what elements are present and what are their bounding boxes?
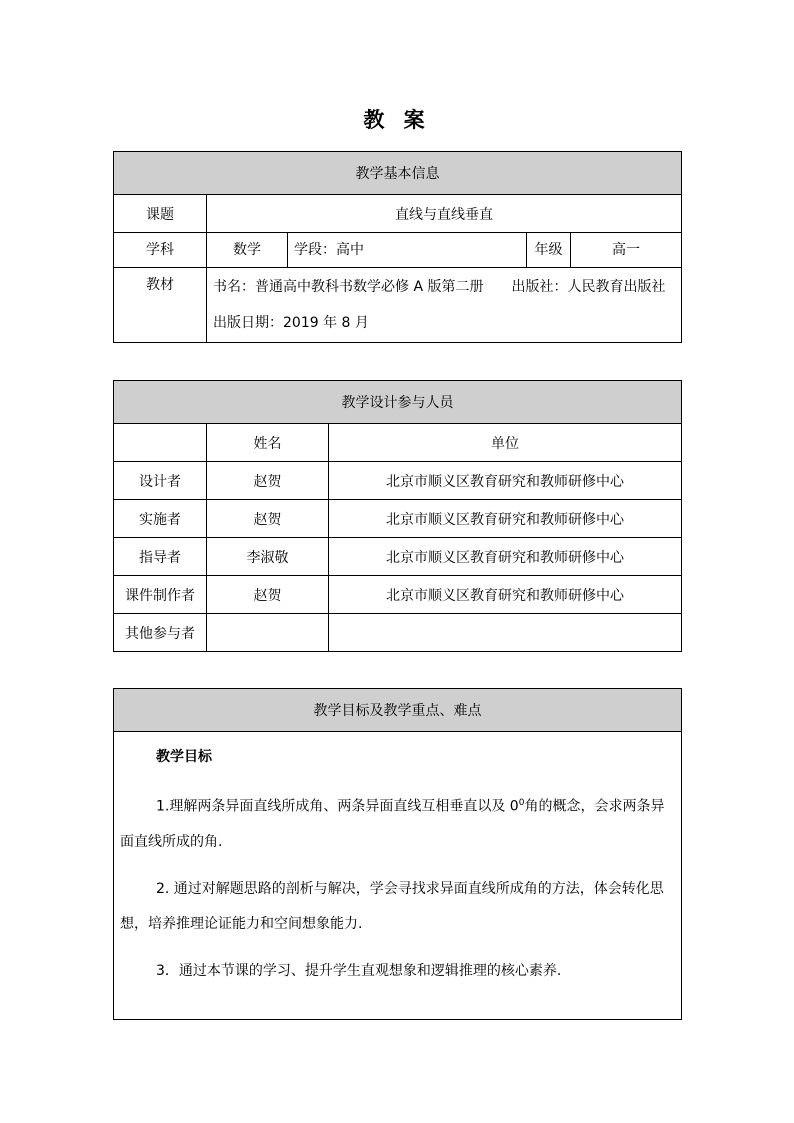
table-row	[114, 538, 682, 576]
name-cell: 赵贺	[207, 462, 329, 500]
name-cell: 李淑敬	[207, 538, 329, 576]
role-cell: 设计者	[114, 462, 207, 500]
unit-cell: 北京市顺义区教育研究和教师研修中心	[329, 576, 682, 614]
staff-corner-cell	[114, 424, 207, 462]
goal-1-text-b: 角的概念，会求两条异面直线所成的角.	[120, 798, 665, 850]
role-cell: 指导者	[114, 538, 207, 576]
document-title: 教 案	[363, 108, 431, 132]
table-row	[114, 576, 682, 614]
name-cell	[207, 614, 329, 652]
role-cell: 其他参与者	[114, 614, 207, 652]
goals-title: 教学目标	[156, 749, 212, 765]
publisher: 出版社：人民教育出版社	[511, 279, 666, 295]
role-cell: 实施者	[114, 500, 207, 538]
unit-cell: 北京市顺义区教育研究和教师研修中心	[329, 500, 682, 538]
staff-table	[113, 380, 682, 652]
goals-table	[113, 688, 682, 1020]
role-cell: 课件制作者	[114, 576, 207, 614]
grade-label: 年级	[527, 233, 571, 268]
table-row	[114, 500, 682, 538]
basic-info-table	[113, 151, 682, 343]
textbook-label: 教材	[114, 268, 207, 343]
goals-header: 教学目标及教学重点、难点	[114, 689, 682, 732]
name-cell: 赵贺	[207, 576, 329, 614]
topic-label: 课题	[114, 195, 207, 233]
topic-value: 直线与直线垂直	[207, 195, 682, 233]
goal-3: 3．通过本节课的学习、提升学生直观想象和逻辑推理的核心素养.	[156, 962, 562, 979]
col-unit-header: 单位	[329, 424, 682, 462]
staff-header: 教学设计参与人员	[114, 381, 682, 424]
table-row	[114, 462, 682, 500]
basic-info-header: 教学基本信息	[114, 152, 682, 195]
goals-content	[114, 732, 682, 1020]
name-cell: 赵贺	[207, 500, 329, 538]
goal-1-superscript: 0	[518, 798, 525, 808]
subject-value: 数学	[207, 233, 288, 268]
unit-cell: 北京市顺义区教育研究和教师研修中心	[329, 462, 682, 500]
unit-cell: 北京市顺义区教育研究和教师研修中心	[329, 538, 682, 576]
goal-2: 2. 通过对解题思路的剖析与解决，学会寻找求异面直线所成角的方法，体会转化思想，培养推理论证能力和空间想象能力.	[120, 880, 664, 932]
col-name-header: 姓名	[207, 424, 329, 462]
stage-value: 学段：高中	[288, 233, 527, 268]
goal-1-text-a: 1.理解两条异面直线所成角、两条异面直线互相垂直以及 0	[156, 798, 519, 815]
book-name: 书名：普通高中教科书数学必修 A 版第二册	[213, 279, 484, 295]
subject-label: 学科	[114, 233, 207, 268]
textbook-info	[207, 268, 682, 343]
unit-cell	[329, 614, 682, 652]
publish-date: 出版日期：2019 年 8 月	[213, 315, 369, 331]
table-row	[114, 614, 682, 652]
grade-value: 高一	[571, 233, 682, 268]
goal-1	[120, 786, 675, 860]
